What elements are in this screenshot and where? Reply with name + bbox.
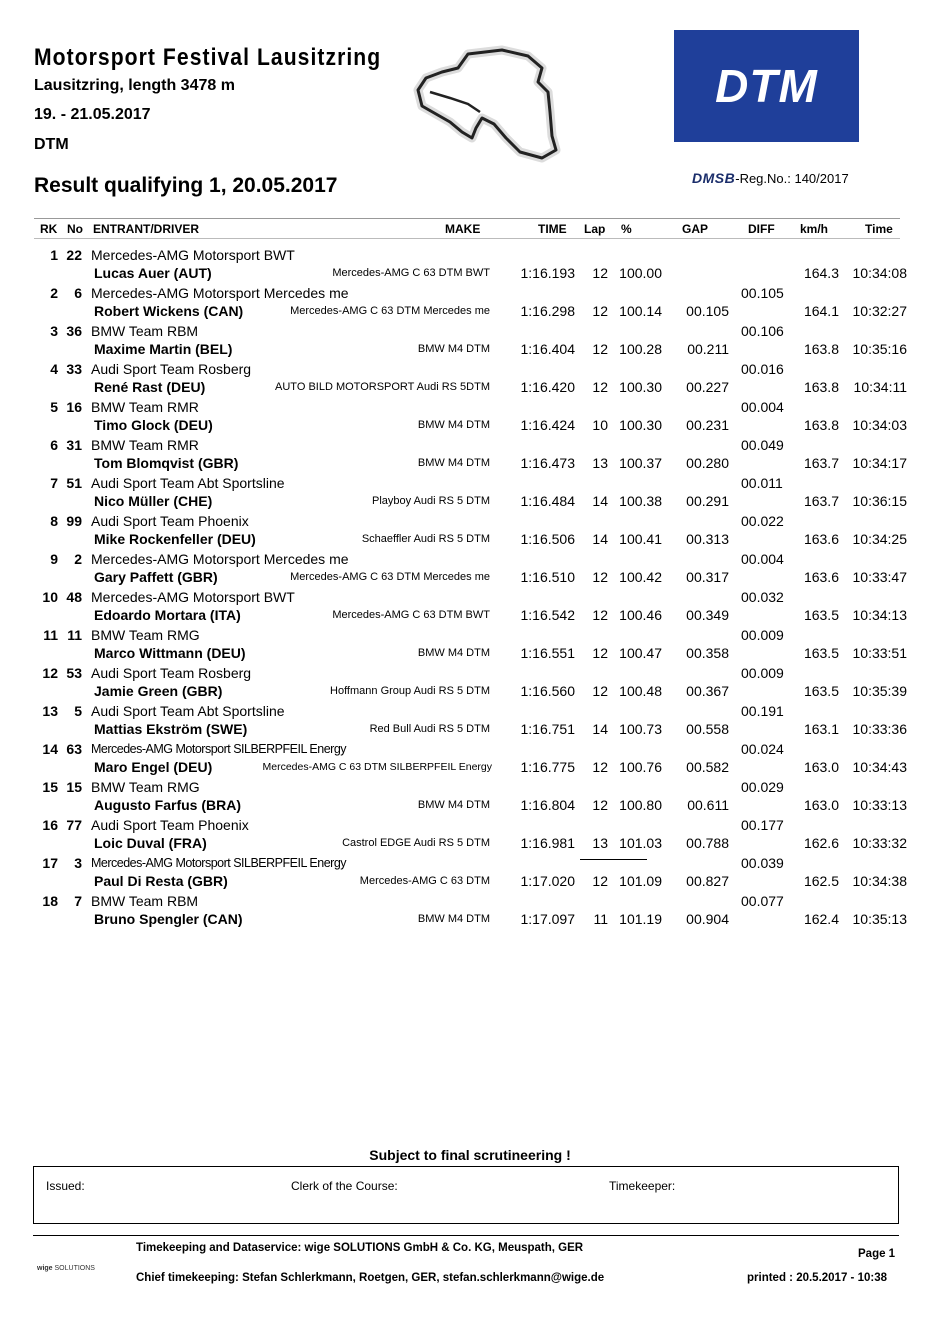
- row-time-of-day: 10:34:17: [852, 455, 907, 471]
- row-time: 1:16.420: [520, 379, 575, 395]
- row-laps: 11: [593, 911, 608, 927]
- row-team: Audi Sport Team Abt Sportsline: [91, 703, 285, 719]
- row-team: Audi Sport Team Rosberg: [91, 361, 252, 377]
- row-make: Mercedes-AMG C 63 DTM: [359, 875, 490, 887]
- dmsb-logo: DMSB: [692, 170, 736, 186]
- row-percent: 100.47: [619, 645, 662, 661]
- row-percent: 100.37: [619, 455, 662, 471]
- col-make: MAKE: [445, 222, 481, 236]
- row-driver: Robert Wickens (CAN): [94, 303, 244, 319]
- row-time-of-day: 10:32:27: [852, 303, 907, 319]
- row-time: 1:16.424: [520, 417, 575, 433]
- row-team: Mercedes-AMG Motorsport BWT: [91, 589, 295, 605]
- row-diff: 00.106: [741, 323, 784, 339]
- row-time: 1:16.542: [520, 607, 575, 623]
- row-time: 1:16.775: [520, 759, 575, 775]
- printed-date: printed : 20.5.2017 - 10:38: [747, 1272, 887, 1284]
- row-car-number: 36: [66, 323, 82, 339]
- chief-timekeeping: Chief timekeeping: Stefan Schlerkmann, Roetgen, GER, stefan.schlerkmann@wige.de: [136, 1272, 605, 1284]
- row-diff: 00.022: [741, 513, 784, 529]
- row-speed: 163.6: [803, 569, 839, 585]
- row-car-number: 63: [66, 741, 82, 757]
- series-name: DTM: [34, 136, 69, 153]
- row-laps: 12: [592, 645, 608, 661]
- row-driver: Tom Blomqvist (GBR): [94, 455, 239, 471]
- row-driver: Loic Duval (FRA): [94, 835, 207, 851]
- row-car-number: 15: [66, 779, 82, 795]
- row-percent: 100.48: [619, 683, 662, 699]
- row-speed: 163.5: [803, 645, 839, 661]
- row-team: Mercedes-AMG Motorsport Mercedes me: [91, 551, 349, 567]
- row-speed: 164.1: [803, 303, 839, 319]
- row-time: 1:16.404: [520, 341, 575, 357]
- signature-box: [33, 1166, 899, 1224]
- row-time-of-day: 10:34:43: [852, 759, 907, 775]
- row-rank: 7: [50, 475, 58, 491]
- row-diff: 00.011: [741, 475, 783, 491]
- row-team: Mercedes-AMG Motorsport BWT: [91, 247, 295, 263]
- row-percent: 101.03: [619, 835, 662, 851]
- event-title: Motorsport Festival Lausitzring: [34, 44, 382, 71]
- row-team: Mercedes-AMG Motorsport SILBERPFEIL Energy: [91, 742, 347, 756]
- row-time-of-day: 10:33:36: [852, 721, 907, 737]
- row-make: BMW M4 DTM: [417, 647, 490, 659]
- row-rank: 8: [50, 513, 58, 529]
- issued-label: Issued:: [46, 1179, 85, 1193]
- row-diff: 00.039: [741, 855, 784, 871]
- row-laps: 12: [592, 341, 608, 357]
- row-speed: 163.6: [803, 531, 839, 547]
- row-driver: Augusto Farfus (BRA): [94, 797, 241, 813]
- row-laps: 13: [592, 455, 608, 471]
- row-time: 1:16.473: [520, 455, 575, 471]
- row-time: 1:16.804: [520, 797, 575, 813]
- row-gap: 00.211: [687, 341, 729, 357]
- row-rank: 15: [42, 779, 58, 795]
- row-laps: 14: [592, 531, 608, 547]
- row-speed: 163.7: [803, 455, 839, 471]
- track-map: [410, 42, 570, 167]
- row-make: BMW M4 DTM: [417, 419, 490, 431]
- row-diff: 00.004: [741, 551, 784, 567]
- row-time: 1:16.298: [520, 303, 575, 319]
- row-laps: 12: [592, 759, 608, 775]
- row-car-number: 77: [66, 817, 82, 833]
- row-driver: Mattias Ekström (SWE): [94, 721, 248, 737]
- row-diff: 00.016: [741, 361, 784, 377]
- col-diff: DIFF: [748, 222, 775, 236]
- row-driver: Marco Wittmann (DEU): [94, 645, 246, 661]
- row-rank: 5: [50, 399, 58, 415]
- row-driver: Nico Müller (CHE): [94, 493, 213, 509]
- venue: Lausitzring, length 3478 m: [34, 77, 235, 94]
- wige-logo-brand: wige: [37, 1265, 53, 1272]
- col-rk: RK: [40, 222, 58, 236]
- session-title: Result qualifying 1, 20.05.2017: [34, 174, 338, 197]
- row-laps: 10: [592, 417, 608, 433]
- row-team: Audi Sport Team Rosberg: [91, 665, 252, 681]
- row-make: Schaeffler Audi RS 5 DTM: [361, 533, 490, 545]
- row-make: Mercedes-AMG C 63 DTM SILBERPFEIL Energy: [262, 761, 492, 773]
- row-percent: 100.00: [619, 265, 662, 281]
- row-speed: 163.8: [803, 341, 839, 357]
- table-header-rule: [34, 238, 900, 239]
- row-team: BMW Team RBM: [91, 323, 199, 339]
- col-time: TIME: [538, 222, 567, 236]
- row-car-number: 33: [66, 361, 82, 377]
- row-driver: Maro Engel (DEU): [94, 759, 213, 775]
- row-gap: 00.231: [686, 417, 729, 433]
- row-time-of-day: 10:34:03: [852, 417, 907, 433]
- row-car-number: 5: [74, 703, 82, 719]
- row-rank: 13: [42, 703, 58, 719]
- col-entrant: ENTRANT/DRIVER: [93, 222, 200, 236]
- row-laps: 14: [592, 721, 608, 737]
- row-make: Mercedes-AMG C 63 DTM Mercedes me: [290, 305, 490, 317]
- row-percent: 100.73: [619, 721, 662, 737]
- row-laps: 14: [592, 493, 608, 509]
- row-car-number: 11: [67, 627, 82, 643]
- row-speed: 162.5: [803, 873, 839, 889]
- row-driver: René Rast (DEU): [94, 379, 206, 395]
- row-rank: 17: [42, 855, 58, 871]
- pole-cutoff-line: [580, 859, 647, 860]
- row-gap: 00.558: [686, 721, 729, 737]
- row-gap: 00.367: [686, 683, 729, 699]
- row-laps: 12: [592, 265, 608, 281]
- col-pct: %: [621, 222, 632, 236]
- row-car-number: 48: [66, 589, 82, 605]
- row-gap: 00.105: [686, 303, 729, 319]
- row-time: 1:16.510: [520, 569, 575, 585]
- row-percent: 100.76: [619, 759, 662, 775]
- row-percent: 100.14: [619, 303, 662, 319]
- row-gap: 00.349: [686, 607, 729, 623]
- row-driver: Lucas Auer (AUT): [94, 265, 212, 281]
- row-laps: 12: [592, 379, 608, 395]
- row-percent: 100.46: [619, 607, 662, 623]
- clerk-label: Clerk of the Course:: [291, 1179, 398, 1193]
- row-diff: 00.029: [741, 779, 784, 795]
- row-team: BMW Team RMR: [91, 399, 199, 415]
- row-make: Hoffmann Group Audi RS 5 DTM: [330, 685, 490, 697]
- row-time-of-day: 10:34:11: [853, 379, 907, 395]
- row-speed: 163.5: [803, 607, 839, 623]
- row-time-of-day: 10:35:13: [852, 911, 907, 927]
- row-make: BMW M4 DTM: [417, 913, 490, 925]
- row-make: Mercedes-AMG C 63 DTM BWT: [332, 609, 490, 621]
- row-time-of-day: 10:36:15: [852, 493, 907, 509]
- row-diff: 00.191: [741, 703, 784, 719]
- row-speed: 163.0: [803, 759, 839, 775]
- row-percent: 100.80: [619, 797, 662, 813]
- row-make: BMW M4 DTM: [417, 457, 490, 469]
- row-diff: 00.009: [741, 627, 784, 643]
- row-rank: 12: [42, 665, 58, 681]
- row-time: 1:16.193: [520, 265, 575, 281]
- row-laps: 13: [592, 835, 608, 851]
- row-gap: 00.317: [686, 569, 729, 585]
- row-time-of-day: 10:33:47: [852, 569, 907, 585]
- row-time-of-day: 10:33:13: [852, 797, 907, 813]
- timekeeping-service: Timekeeping and Dataservice: wige SOLUTIONS GmbH & Co. KG, Meuspath, GER: [136, 1242, 584, 1254]
- row-laps: 12: [592, 873, 608, 889]
- row-car-number: 16: [66, 399, 82, 415]
- row-gap: 00.358: [686, 645, 729, 661]
- row-percent: 100.38: [619, 493, 662, 509]
- row-time-of-day: 10:34:25: [852, 531, 907, 547]
- row-gap: 00.611: [687, 797, 729, 813]
- row-car-number: 31: [66, 437, 82, 453]
- row-laps: 12: [592, 797, 608, 813]
- table-top-rule: [34, 218, 900, 219]
- row-driver: Mike Rockenfeller (DEU): [94, 531, 256, 547]
- row-make: Castrol EDGE Audi RS 5 DTM: [342, 837, 490, 849]
- row-diff: 00.024: [741, 741, 784, 757]
- row-gap: 00.827: [686, 873, 729, 889]
- col-gap: GAP: [682, 222, 709, 236]
- row-driver: Paul Di Resta (GBR): [94, 873, 228, 889]
- row-driver: Edoardo Mortara (ITA): [94, 607, 241, 623]
- row-rank: 1: [50, 247, 58, 263]
- event-dates: 19. - 21.05.2017: [34, 106, 151, 123]
- col-lap: Lap: [584, 222, 606, 236]
- row-rank: 9: [50, 551, 58, 567]
- row-car-number: 22: [66, 247, 82, 263]
- row-car-number: 2: [74, 551, 82, 567]
- row-time-of-day: 10:34:08: [852, 265, 907, 281]
- reg-number: -Reg.No.: 140/2017: [735, 171, 849, 186]
- row-team: BMW Team RBM: [91, 893, 199, 909]
- row-time-of-day: 10:35:39: [852, 683, 907, 699]
- row-speed: 163.5: [803, 683, 839, 699]
- row-team: Mercedes-AMG Motorsport SILBERPFEIL Energy: [91, 856, 347, 870]
- row-rank: 10: [42, 589, 58, 605]
- row-speed: 163.7: [803, 493, 839, 509]
- row-make: AUTO BILD MOTORSPORT Audi RS 5DTM: [275, 381, 490, 393]
- dtm-logo: [674, 30, 859, 142]
- col-kmh: km/h: [800, 222, 829, 236]
- row-time: 1:17.097: [520, 911, 575, 927]
- row-rank: 4: [50, 361, 58, 377]
- row-gap: 00.227: [686, 379, 729, 395]
- row-driver: Maxime Martin (BEL): [94, 341, 233, 357]
- row-percent: 100.28: [619, 341, 662, 357]
- row-time: 1:16.751: [520, 721, 575, 737]
- row-time: 1:16.551: [520, 645, 575, 661]
- row-gap: 00.291: [686, 493, 729, 509]
- row-time-of-day: 10:33:51: [852, 645, 907, 661]
- wige-logo-suffix: SOLUTIONS: [54, 1265, 95, 1272]
- page-number: Page 1: [858, 1248, 896, 1260]
- timekeeper-label: Timekeeper:: [609, 1179, 676, 1193]
- row-percent: 101.19: [619, 911, 662, 927]
- row-team: BMW Team RMG: [91, 627, 200, 643]
- row-percent: 100.42: [619, 569, 662, 585]
- row-team: Audi Sport Team Abt Sportsline: [91, 475, 285, 491]
- footer-rule: [33, 1235, 899, 1236]
- row-team: Audi Sport Team Phoenix: [91, 817, 249, 833]
- row-gap: 00.904: [686, 911, 729, 927]
- row-time: 1:16.560: [520, 683, 575, 699]
- row-driver: Gary Paffett (GBR): [94, 569, 218, 585]
- row-speed: 162.6: [803, 835, 839, 851]
- row-time-of-day: 10:34:13: [852, 607, 907, 623]
- row-car-number: 6: [74, 285, 82, 301]
- col-tod: Time: [865, 222, 893, 236]
- row-percent: 101.09: [619, 873, 662, 889]
- row-diff: 00.177: [741, 817, 784, 833]
- row-driver: Jamie Green (GBR): [94, 683, 223, 699]
- row-make: Mercedes-AMG C 63 DTM Mercedes me: [290, 571, 490, 583]
- row-gap: 00.313: [686, 531, 729, 547]
- row-team: Mercedes-AMG Motorsport Mercedes me: [91, 285, 349, 301]
- row-rank: 18: [42, 893, 58, 909]
- row-car-number: 99: [66, 513, 82, 529]
- row-make: BMW M4 DTM: [417, 343, 490, 355]
- row-team: Audi Sport Team Phoenix: [91, 513, 249, 529]
- row-speed: 162.4: [803, 911, 839, 927]
- row-rank: 6: [50, 437, 58, 453]
- row-percent: 100.30: [619, 379, 662, 395]
- row-car-number: 53: [66, 665, 82, 681]
- row-diff: 00.049: [741, 437, 784, 453]
- row-laps: 12: [592, 607, 608, 623]
- row-laps: 12: [592, 303, 608, 319]
- row-driver: Timo Glock (DEU): [94, 417, 213, 433]
- wige-logo: [37, 1265, 95, 1272]
- row-percent: 100.41: [619, 531, 662, 547]
- dmsb-registration: [692, 170, 849, 186]
- row-time: 1:17.020: [520, 873, 575, 889]
- row-speed: 164.3: [803, 265, 839, 281]
- row-rank: 16: [42, 817, 58, 833]
- row-team: BMW Team RMR: [91, 437, 199, 453]
- row-time: 1:16.484: [520, 493, 575, 509]
- row-gap: 00.788: [686, 835, 729, 851]
- row-percent: 100.30: [619, 417, 662, 433]
- row-team: BMW Team RMG: [91, 779, 200, 795]
- dtm-logo-text: DTM: [715, 60, 818, 112]
- row-car-number: 3: [74, 855, 82, 871]
- row-car-number: 7: [74, 893, 82, 909]
- row-car-number: 51: [66, 475, 82, 491]
- row-speed: 163.0: [803, 797, 839, 813]
- row-make: Mercedes-AMG C 63 DTM BWT: [332, 267, 490, 279]
- row-rank: 2: [50, 285, 58, 301]
- row-speed: 163.1: [803, 721, 839, 737]
- row-driver: Bruno Spengler (CAN): [94, 911, 243, 927]
- row-gap: 00.582: [686, 759, 729, 775]
- row-speed: 163.8: [803, 417, 839, 433]
- row-time: 1:16.981: [520, 835, 575, 851]
- row-diff: 00.009: [741, 665, 784, 681]
- row-time-of-day: 10:33:32: [852, 835, 907, 851]
- row-make: Red Bull Audi RS 5 DTM: [369, 723, 490, 735]
- row-gap: 00.280: [686, 455, 729, 471]
- scrutineering-note: Subject to final scrutineering !: [369, 1147, 571, 1163]
- row-laps: 12: [592, 683, 608, 699]
- row-make: BMW M4 DTM: [417, 799, 490, 811]
- row-time-of-day: 10:35:16: [852, 341, 907, 357]
- row-laps: 12: [592, 569, 608, 585]
- row-time: 1:16.506: [520, 531, 575, 547]
- row-rank: 3: [50, 323, 58, 339]
- row-rank: 11: [43, 627, 58, 643]
- row-make: Playboy Audi RS 5 DTM: [372, 495, 490, 507]
- col-no: No: [67, 222, 83, 236]
- row-speed: 163.8: [803, 379, 839, 395]
- row-diff: 00.004: [741, 399, 784, 415]
- row-diff: 00.032: [741, 589, 784, 605]
- row-diff: 00.105: [741, 285, 784, 301]
- row-rank: 14: [42, 741, 58, 757]
- row-time-of-day: 10:34:38: [852, 873, 907, 889]
- row-diff: 00.077: [741, 893, 784, 909]
